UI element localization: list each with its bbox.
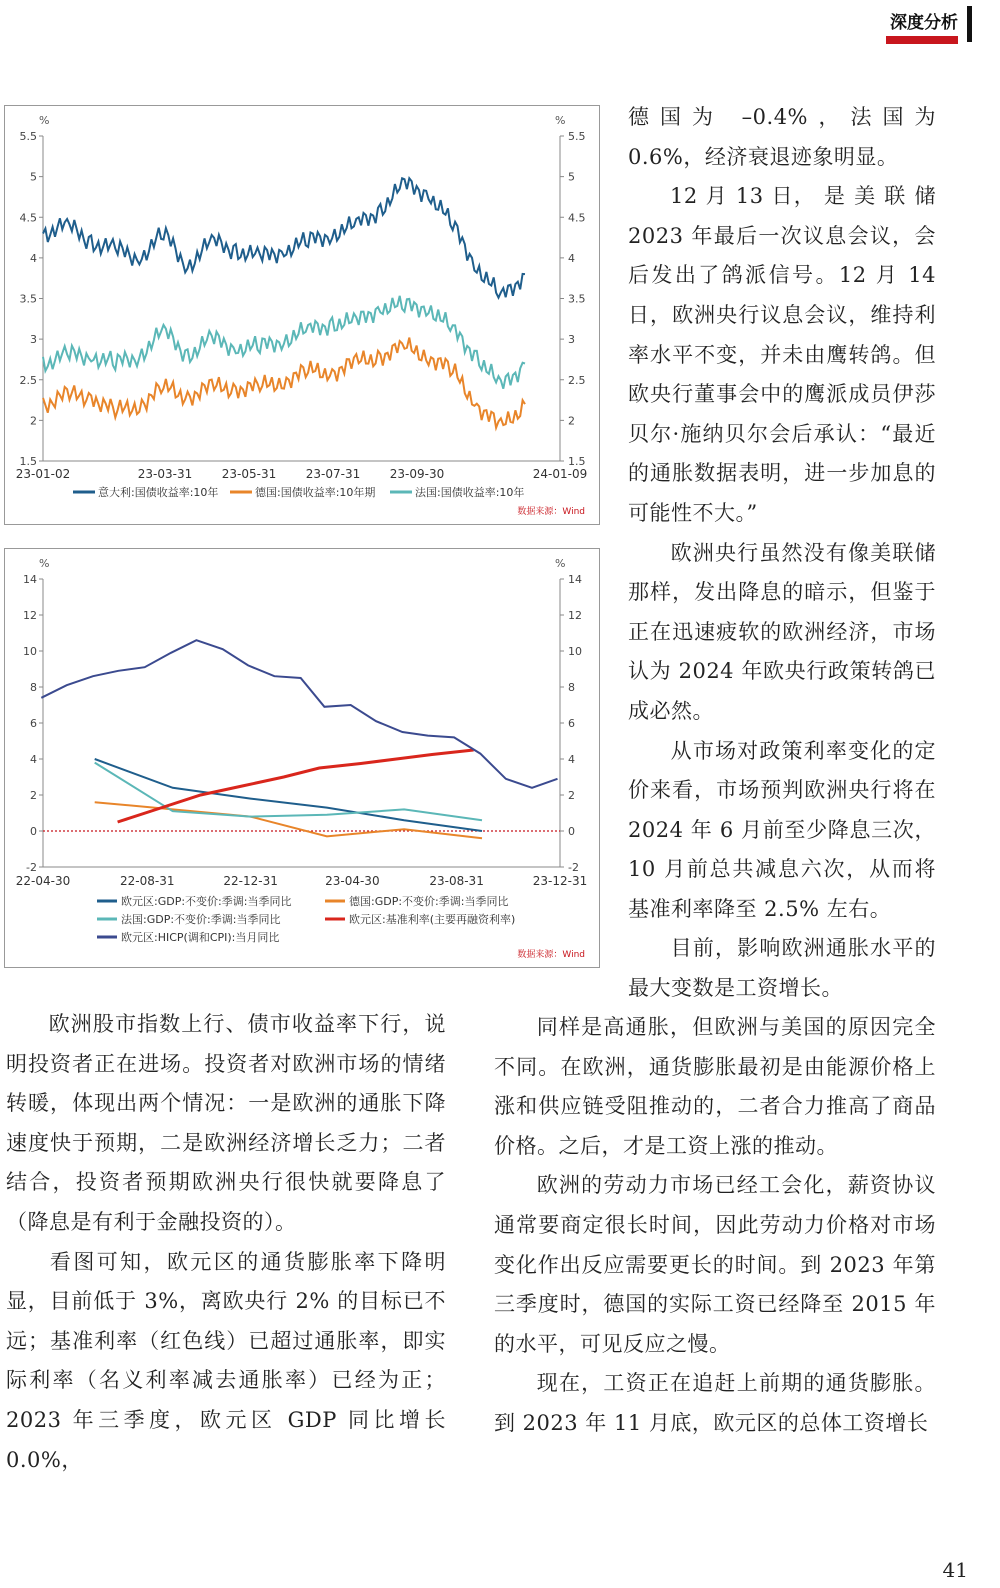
y-tick-label-left: 3.5 [19, 292, 37, 306]
series-line [43, 296, 525, 389]
x-tick-label: 22-04-30 [15, 874, 71, 888]
y-tick-label-left: 2 [30, 789, 37, 802]
x-tick-label: 22-08-31 [120, 874, 175, 888]
x-tick-label: 23-12-31 [532, 874, 588, 888]
y-tick-label-left: 1.5 [19, 455, 37, 468]
series-line [43, 338, 525, 428]
y-tick-label-left: 4 [30, 753, 37, 766]
x-tick-label: 24-01-09 [532, 467, 588, 481]
x-tick-label: 23-04-30 [325, 874, 380, 888]
y-tick-label-left: 2 [30, 414, 37, 428]
x-tick-label: 23-07-31 [305, 467, 361, 481]
series-line [95, 802, 482, 838]
paragraph: 同样是高通胀，但欧洲与美国的原因完全不同。在欧洲，通货膨胀最初是由能源价格上涨和供应链受阻推动的，二者合力推高了商品价格。之后，才是工资上涨的推动。 [494, 1015, 936, 1158]
article-right-lower-column [494, 1008, 936, 1444]
legend-label: 法国:GDP:不变价:季调:当季同比 [121, 913, 281, 926]
series-line [41, 640, 557, 788]
y-tick-label-left: 0 [30, 825, 37, 838]
legend-label: 德国:国债收益率:10年期 [255, 486, 376, 499]
y-tick-label-right: 3.5 [568, 292, 586, 306]
y-tick-label-right: 3 [568, 333, 575, 347]
x-tick-label: 23-08-31 [429, 874, 484, 888]
y-tick-label-right: 0 [568, 825, 575, 838]
y-tick-label-right: 14 [568, 573, 582, 586]
article-right-column [628, 98, 936, 1009]
x-tick-label: 23-05-31 [221, 467, 277, 481]
y-unit-right: % [555, 557, 566, 570]
y-tick-label-left: 10 [23, 645, 37, 658]
y-tick-label-right: 10 [568, 645, 582, 658]
x-tick-label: 23-09-30 [389, 467, 445, 481]
y-tick-label-right: 2 [568, 789, 575, 802]
legend-label: 欧元区:GDP:不变价:季调:当季同比 [121, 895, 292, 908]
y-tick-label-left: -2 [26, 861, 37, 874]
y-tick-label-left: 3 [30, 333, 37, 347]
bond-yield-chart-svg [5, 106, 599, 524]
legend-label: 意大利:国债收益率:10年 [98, 486, 219, 499]
page-number: 41 [942, 1558, 968, 1582]
data-source: 数据来源：Wind [517, 950, 585, 960]
y-tick-label-left: 4.5 [19, 211, 37, 225]
y-tick-label-right: 6 [568, 717, 575, 730]
paragraph: 现在，工资正在追赶上前期的通货膨胀。到 2023 年 11 月底，欧元区的总体工资增长 [494, 1371, 936, 1435]
legend-label: 德国:GDP:不变价:季调:当季同比 [349, 895, 509, 908]
paragraph: 欧洲的劳动力市场已经工会化，薪资协议通常要商定很长时间，因此劳动力价格对市场变化作出反应需要更长的时间。到 2023 年第三季度时，德国的实际工资已经降至 2015 年的水平，可见反应之慢。 [494, 1173, 936, 1356]
y-tick-label-right: 1.5 [568, 455, 586, 468]
y-tick-label-left: 5.5 [19, 130, 37, 143]
paragraph: 从市场对政策利率变化的定价来看，市场预判欧洲央行将在 2024 年 6 月前至少降息三次，10 月前总共减息六次，从而将基准利率降至 2.5% 左右。 [628, 738, 936, 921]
x-tick-label: 23-03-31 [137, 467, 193, 481]
y-tick-label-right: 12 [568, 609, 582, 622]
y-tick-label-left: 2.5 [19, 373, 37, 387]
y-unit-right: % [555, 114, 566, 127]
y-tick-label-right: 5.5 [568, 130, 586, 143]
y-tick-label-left: 12 [23, 609, 37, 622]
y-unit-left: % [39, 557, 50, 570]
article-left-column [6, 1005, 446, 1480]
paragraph: 看图可知，欧元区的通货膨胀率下降明显，目前低于 3%，离欧央行 2% 的目标已不远；基准利率（红色线）已超过通胀率，即实际利率（名义利率减去通胀率）已经为正；2023 年三季度，欧元区 GDP 同比增长 0.0%， [6, 1249, 446, 1472]
y-tick-label-right: 5 [568, 170, 575, 184]
series-line [95, 759, 482, 831]
section-bar [967, 6, 972, 42]
paragraph: 目前，影响欧洲通胀水平的最大变数是工资增长。 [628, 936, 936, 1001]
gdp-inflation-chart-svg [5, 549, 599, 967]
x-tick-label: 23-01-02 [15, 467, 71, 481]
paragraph: 欧洲股市指数上行、债市收益率下行，说明投资者正在进场。投资者对欧洲市场的情绪转暖，体现出两个情况：一是欧洲的通胀下降速度快于预期，二是欧洲经济增长乏力；二者结合，投资者预期欧洲央行很快就要降息了（降息是有利于金融投资的）。 [6, 1012, 446, 1234]
section-underline [886, 36, 958, 44]
paragraph: 12 月 13 日， 是 美 联 储 2023 年最后一次议息会议，会后发出了鸽派信号。12 月 14 日，欧洲央行议息会议，维持利率水平不变，并未由鹰转鸽。但欧央行董事会中的鹰派成员伊莎贝尔·施纳贝尔会后承认：“最近的通胀数据表明，进一步加息的可能性不大。” [628, 184, 936, 525]
legend-label: 欧元区:HICP(调和CPI):当月同比 [121, 931, 280, 944]
y-tick-label-right: 4.5 [568, 211, 586, 225]
paragraph: 欧洲央行虽然没有像美联储那样，发出降息的暗示，但鉴于正在迅速疲软的欧洲经济，市场认为 2024 年欧央行政策转鸽已成必然。 [628, 540, 936, 723]
y-tick-label-right: -2 [568, 861, 579, 874]
legend-label: 法国:国债收益率:10年 [415, 486, 525, 499]
y-tick-label-left: 14 [23, 573, 37, 586]
gdp-inflation-chart [4, 548, 600, 968]
y-tick-label-left: 4 [30, 251, 37, 265]
legend-label: 欧元区:基准利率(主要再融资利率) [349, 913, 516, 926]
data-source: 数据来源：Wind [517, 507, 585, 517]
y-tick-label-left: 8 [30, 681, 37, 694]
y-unit-left: % [39, 114, 50, 127]
y-tick-label-right: 2.5 [568, 373, 586, 387]
y-tick-label-right: 8 [568, 681, 575, 694]
series-line [43, 178, 525, 297]
y-tick-label-left: 5 [30, 170, 37, 184]
y-tick-label-right: 2 [568, 414, 575, 428]
y-tick-label-right: 4 [568, 753, 575, 766]
y-tick-label-right: 4 [568, 251, 575, 265]
y-tick-label-left: 6 [30, 717, 37, 730]
paragraph: 德国为 –0.4%，法国为 0.6%，经济衰退迹象明显。 [628, 105, 936, 169]
x-tick-label: 22-12-31 [223, 874, 278, 888]
bond-yield-chart [4, 105, 600, 525]
section-label: 深度分析 [890, 13, 958, 33]
